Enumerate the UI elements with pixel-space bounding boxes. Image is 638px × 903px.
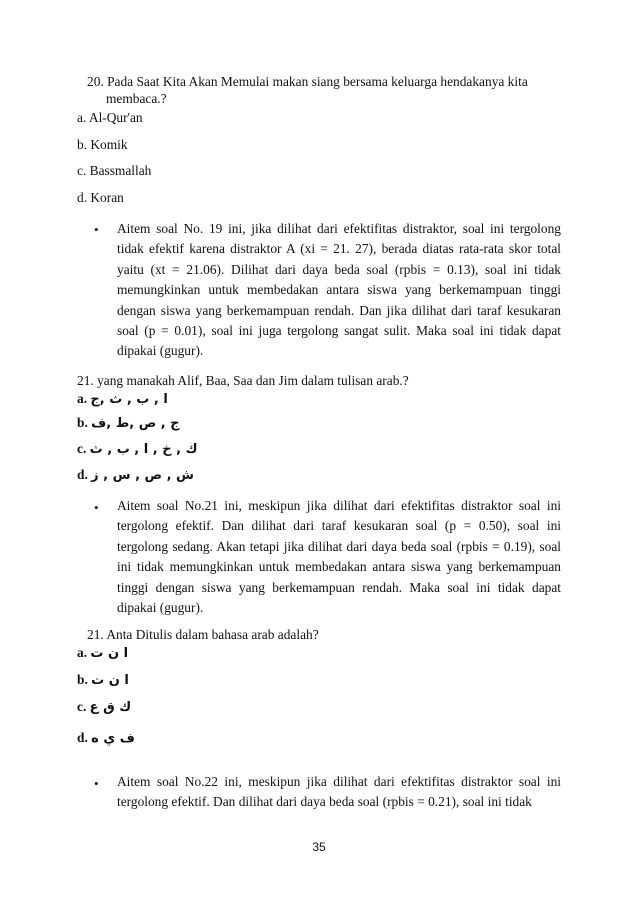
q21-option-c [77, 441, 197, 458]
arabic-text: ش , ص , س , ز [91, 468, 194, 483]
page-number: 35 [312, 840, 326, 854]
q21-question: 21. yang manakah Alif, Baa, Saa dan Jim dalam tulisan arab.? [77, 373, 409, 388]
arabic-text: ا , ب , ث ,ج [90, 392, 168, 407]
q21-option-b [77, 415, 180, 432]
q21b-option-b [77, 672, 129, 689]
arabic-text: ك , خ , ا , ب , ث [89, 442, 198, 457]
option-letter: b. [77, 672, 88, 687]
analysis-text: Aitem soal No. 19 ini, jika dilihat dari efektifitas distraktor, soal ini tergolong tidak efektif karena distraktor A (xi = 21. 27), berada diatas rata-rata skor total yaitu (xt = 21.06). Dilihat dari daya beda soal (rpbis = 0.13), soal ini tidak memungkinkan untuk membedakan antara siswa yang berkemampuan tinggi dengan siswa yang berkemampuan rendah. Dan jika dilihat dari taraf kesukaran soal (p = 0.01), soal ini juga tergolong sangat sulit. Maka soal ini tidak dapat dipakai (gugur). [117, 221, 561, 359]
arabic-text: ف ي ه [91, 731, 135, 746]
q20-option-a: a. Al-Qur'an [77, 110, 143, 125]
q21b-question: 21. Anta Ditulis dalam bahasa arab adalah? [87, 627, 319, 642]
bullet-icon: • [94, 776, 99, 791]
option-letter: d. [77, 467, 88, 482]
analysis-paragraph-q21 [117, 496, 561, 618]
q20-question-line1: 20. Pada Saat Kita Akan Memulai makan siang bersama keluarga hendakanya kita [87, 74, 528, 89]
q21b-option-c [77, 699, 131, 716]
analysis-paragraph-q22 [117, 772, 561, 813]
option-letter: d. [77, 730, 88, 745]
q21b-option-d [77, 730, 135, 747]
arabic-text: ا ن ت [91, 673, 129, 688]
bullet-icon: • [94, 222, 99, 237]
q20-option-b: b. Komik [77, 137, 128, 152]
analysis-text: Aitem soal No.21 ini, meskipun jika dilihat dari efektifitas distraktor soal ini tergolong efektif. Dan dilihat dari taraf kesukaran soal (p = 0.50), soal ini tergolong sedang. Akan tetapi jika dilihat dari daya beda soal (rpbis = 0.19), soal ini tidak memungkinkan untuk membedakan antara siswa yang berkemampuan tinggi dengan siswa yang berkemampuan rendah. Maka soal ini tidak dapat dipakai (gugur). [117, 498, 561, 616]
q20-option-c: c. Bassmallah [77, 163, 152, 178]
arabic-text: ك ق ع [89, 700, 132, 715]
option-letter: c. [77, 699, 87, 714]
option-letter: b. [77, 415, 88, 430]
option-letter: a. [77, 391, 88, 406]
q21b-option-a [77, 645, 128, 662]
q21-option-d [77, 467, 194, 484]
analysis-paragraph-q19 [117, 219, 561, 362]
q20-question-line2: membaca.? [106, 91, 167, 106]
option-letter: c. [77, 441, 87, 456]
analysis-text: Aitem soal No.22 ini, meskipun jika dilihat dari efektifitas distraktor soal ini tergolong efektif. Dan dilihat dari daya beda soal (rpbis = 0.21), soal ini tidak [117, 774, 561, 810]
q21-option-a [77, 391, 168, 408]
option-letter: a. [77, 645, 88, 660]
arabic-text: ا ن ت [90, 646, 129, 661]
q20-option-d: d. Koran [77, 190, 124, 205]
arabic-text: ج , ص ,ط ,ف [91, 416, 180, 431]
bullet-icon: • [94, 500, 99, 515]
